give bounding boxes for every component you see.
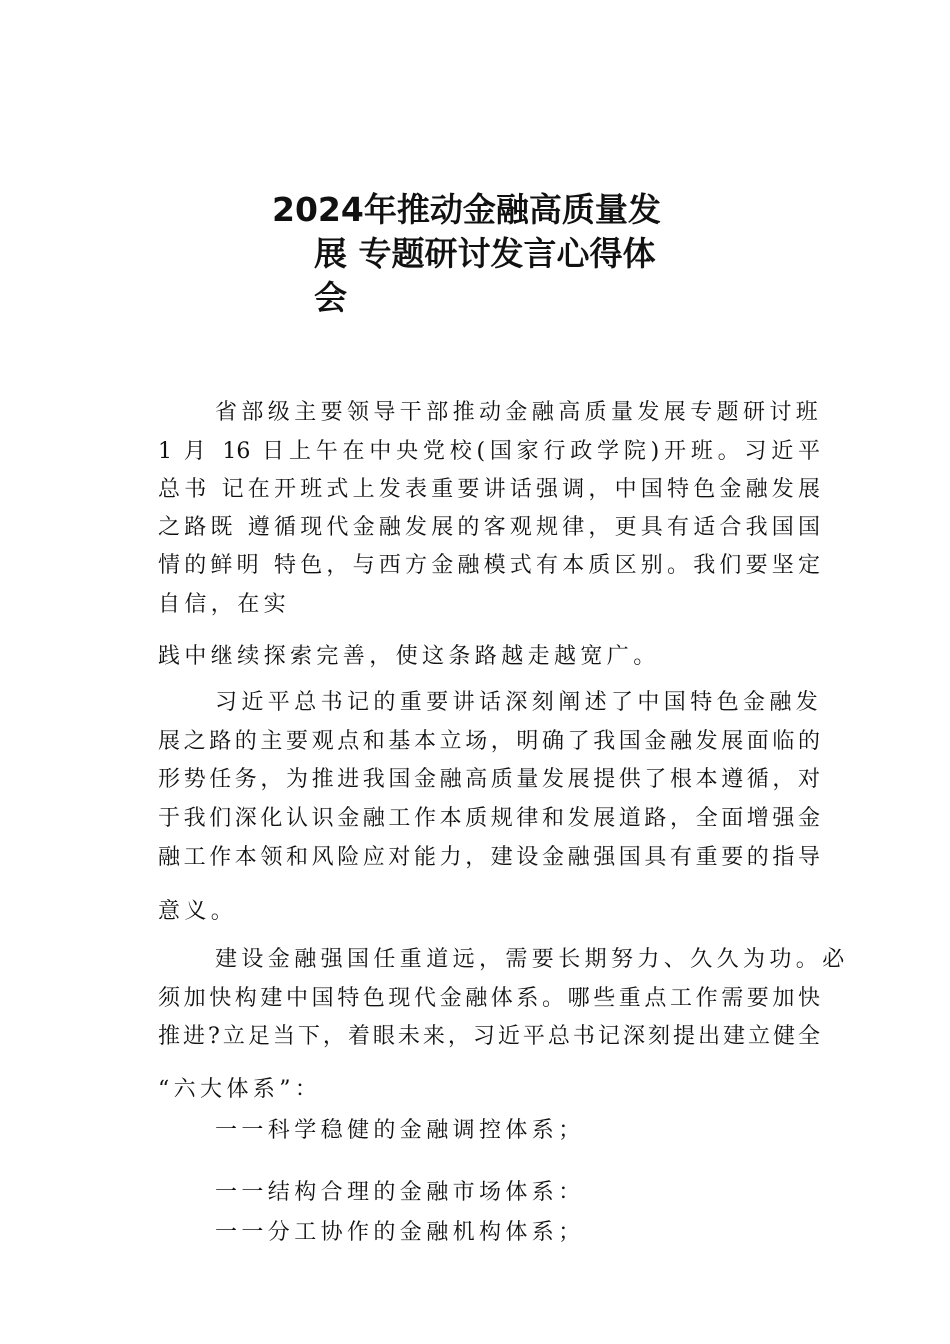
body-line-9: 展之路的主要观点和基本立场，明确了我国金融发展面临的 [158,729,820,754]
body-line-4: 之路既 遵循现代金融发展的客观规律，更具有适合我国国 [158,515,820,540]
body-line-3: 总书 记在开班式上发表重要讲话强调，中国特色金融发展 [158,477,820,502]
body-line-5: 情的鲜明 特色，与西方金融模式有本质区别。我们要坚定 [158,553,820,578]
body-line-11: 于我们深化认识金融工作本质规律和发展道路，全面增强金 [158,806,820,831]
body-line-14: 建设金融强国任重道远，需要长期努力、久久为功。必 [215,947,849,972]
body-line-2: 1 月 16 日上午在中央党校(国家行政学院)开班。习近平 [158,439,820,464]
body-line-6: 自信，在实 [158,592,291,617]
body-line-7: 践中继续探索完善，使这条路越走越宽广。 [158,644,660,669]
body-line-16: 推进?立足当下，着眼未来，习近平总书记深刻提出建立健全 [158,1024,820,1049]
body-line-12: 融工作本领和风险应对能力，建设金融强国具有重要的指导 [158,845,820,870]
body-line-13: 意义。 [158,899,238,924]
body-line-10: 形势任务，为推进我国金融高质量发展提供了根本遵循，对 [158,767,820,792]
list-item-3: 一一分工协作的金融机构体系； [215,1220,585,1245]
title-line-3: 会 [314,278,347,317]
body-line-8: 习近平总书记的重要讲话深刻阐述了中国特色金融发 [215,690,823,715]
body-line-1: 省部级主要领导干部推动金融高质量发展专题研讨班 [215,400,823,425]
list-item-1: 一一科学稳健的金融调控体系； [215,1118,585,1143]
title-line-2: 展 专题研讨发言心得体 [314,234,656,273]
document-title [272,188,692,320]
list-item-2: 一一结构合理的金融市场体系： [215,1180,585,1205]
title-line-1: 2024年推动金融高质量发 [272,190,661,229]
body-line-15: 须加快构建中国特色现代金融体系。哪些重点工作需要加快 [158,986,820,1011]
body-line-17: “六大体系”： [158,1077,322,1102]
